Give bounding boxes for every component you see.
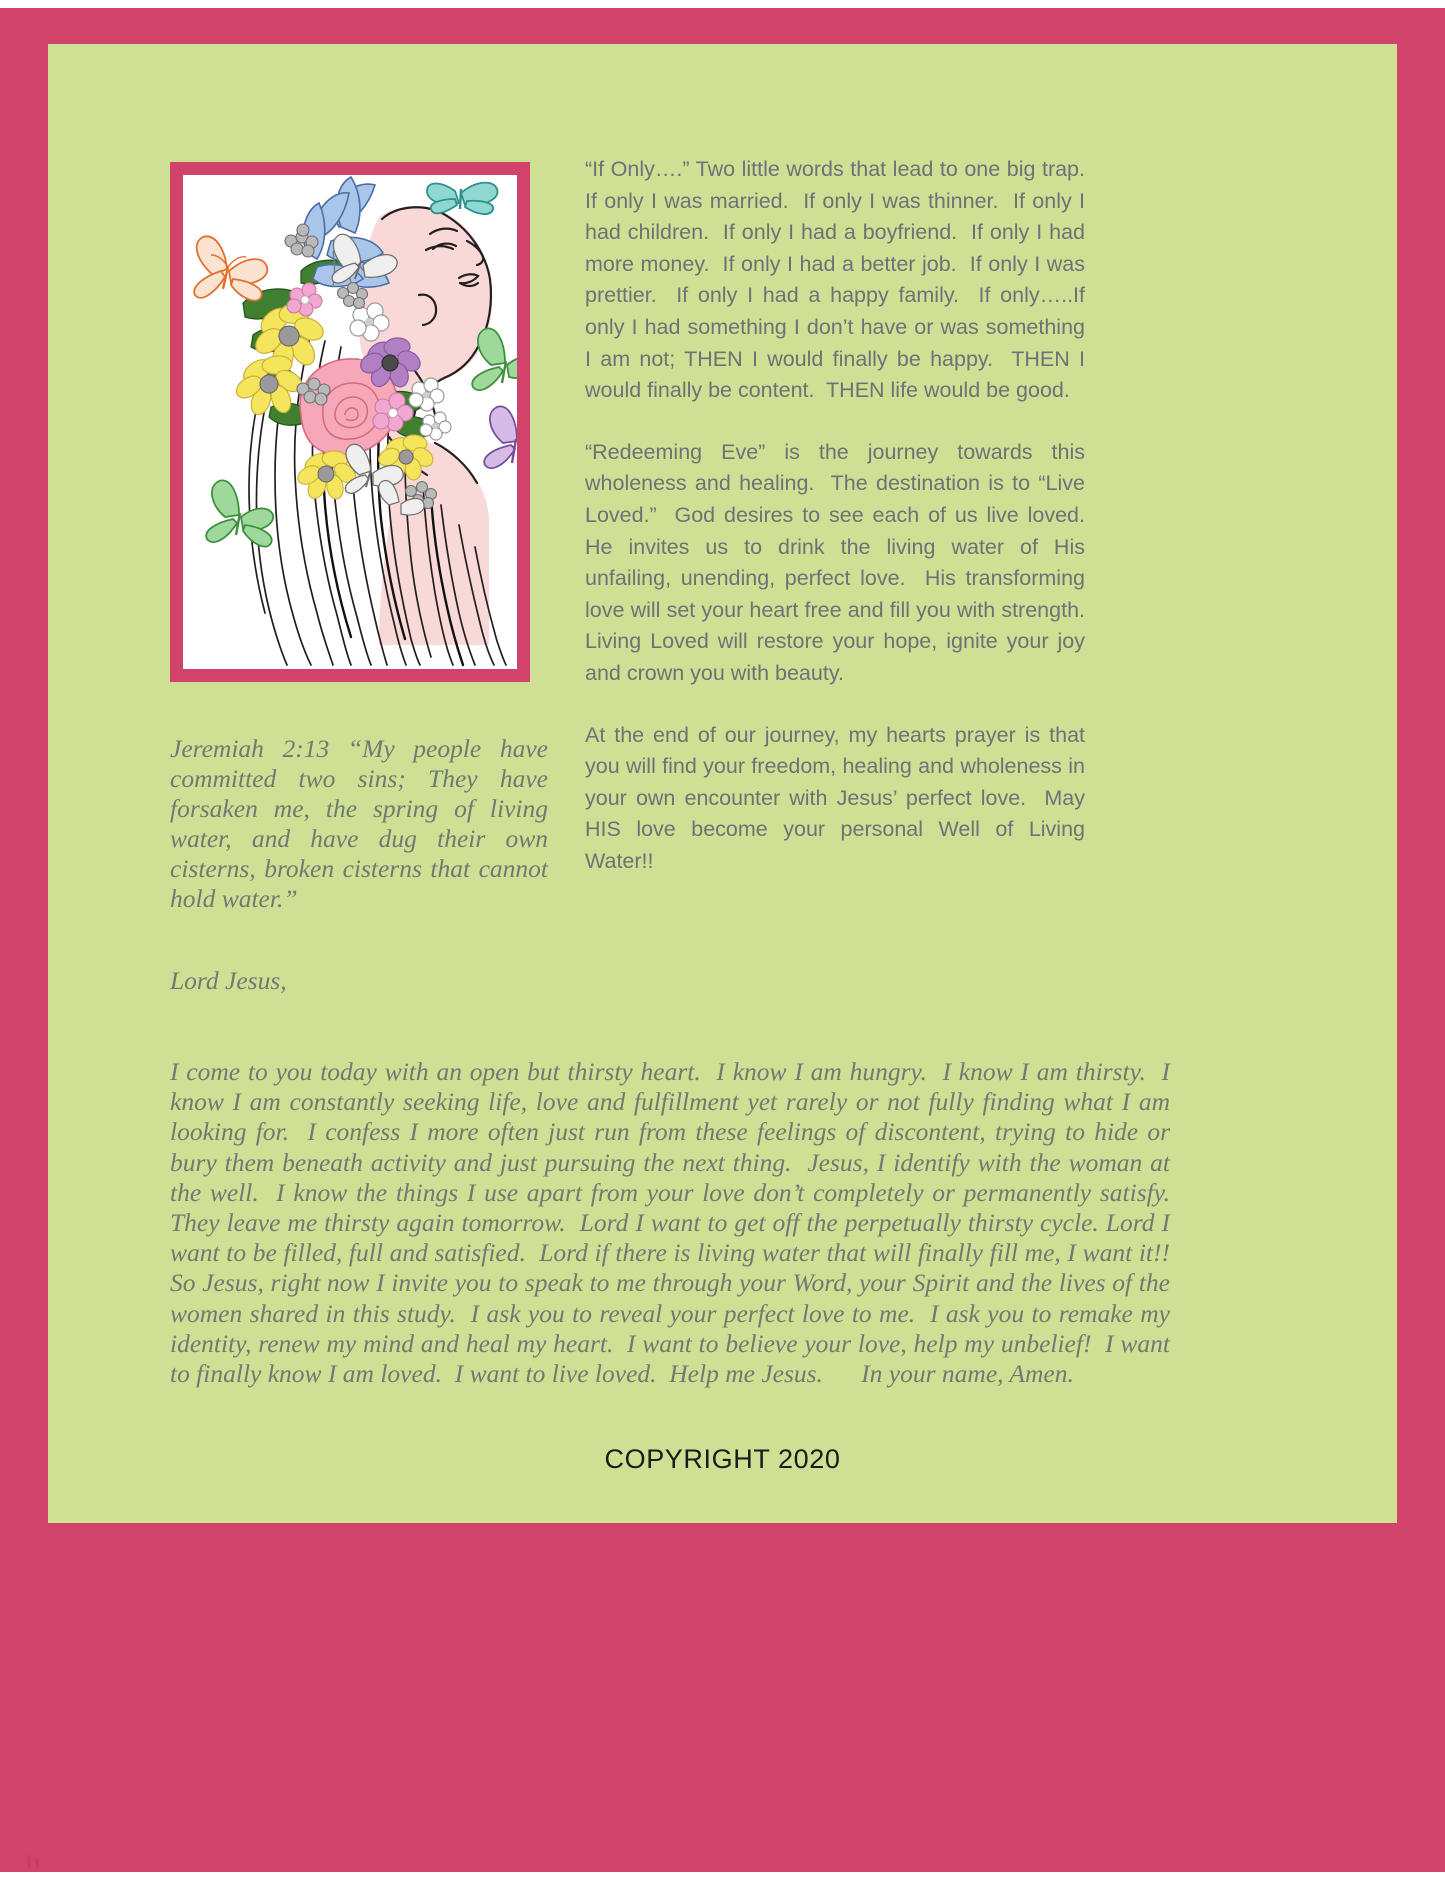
- prayer-salutation: Lord Jesus,: [170, 966, 287, 996]
- woman-with-flower-crown-illustration: [183, 175, 517, 669]
- prayer-body: I come to you today with an open but thirsty heart. I know I am hungry. I know I am thirsty. I know I am constantly seeking life, love and fulfillment yet rarely or not fully finding what I am looking for. I confess I more often just run from these feelings of discontent, trying to hide or bury them beneath activity and just pursuing the next thing. Jesus, I identify with the woman at the well. I know the things I use apart from your love don’t completely or permanently satisfy. They leave me thirsty again tomorrow. Lord I want to get off the perpetually thirsty cycle. Lord I want to be filled, full and satisfied. Lord if there is living water that will finally fill me, I want it!! So Jesus, right now I invite you to speak to me through your Word, your Spirit and the lives of the women shared in this study. I ask you to reveal your perfect love to me. I ask you to remake my identity, renew my mind and heal my heart. I want to believe your love, help my unbelief! I want to finally know I am loved. I want to live loved. Help me Jesus. In your name, Amen.: [170, 1057, 1183, 1389]
- border-tick-mark: [36, 1858, 38, 1868]
- page-content: [48, 44, 1397, 1523]
- copyright-notice: COPYRIGHT 2020: [604, 1444, 841, 1474]
- intro-paragraph-3: At the end of our journey, my hearts prayer is that you will find your freedom, healing and wholeness in your own encounter with Jesus’ perfect love. May HIS love become your personal Well of Living Water!!: [585, 722, 1091, 873]
- intro-paragraph-1: “If Only….” Two little words that lead to one big trap. If only I was married. If only I was thinner. If only I had children. If only I had a boyfriend. If only I had more money. If only I had a better job. If only I was prettier. If only I had a happy family. If only…..If only I had something I don’t have or was something I am not; THEN I would finally be happy. THEN I would finally be content. THEN life would be good.: [585, 157, 1097, 403]
- illustration-frame: [170, 162, 530, 682]
- illustration-canvas: [183, 175, 517, 669]
- scripture-quote: Jeremiah 2:13 “My people have committed two sins; They have forsaken me, the spring of living water, and have dug their own cisterns, broken cisterns that cannot hold water.”: [170, 734, 555, 913]
- border-tick-mark: [28, 1855, 30, 1869]
- intro-paragraph-2: “Redeeming Eve” is the journey towards this wholeness and healing. The destination is to “Live Loved.” God desires to see each of us live loved. He invites us to drink the living water of His unfailing, unending, perfect love. His transforming love will set your heart free and fill you with strength. Living Loved will restore your hope, ignite your joy and crown you with beauty.: [585, 439, 1097, 685]
- prayer-block: [170, 906, 1183, 1450]
- intro-text-column: [585, 154, 1097, 907]
